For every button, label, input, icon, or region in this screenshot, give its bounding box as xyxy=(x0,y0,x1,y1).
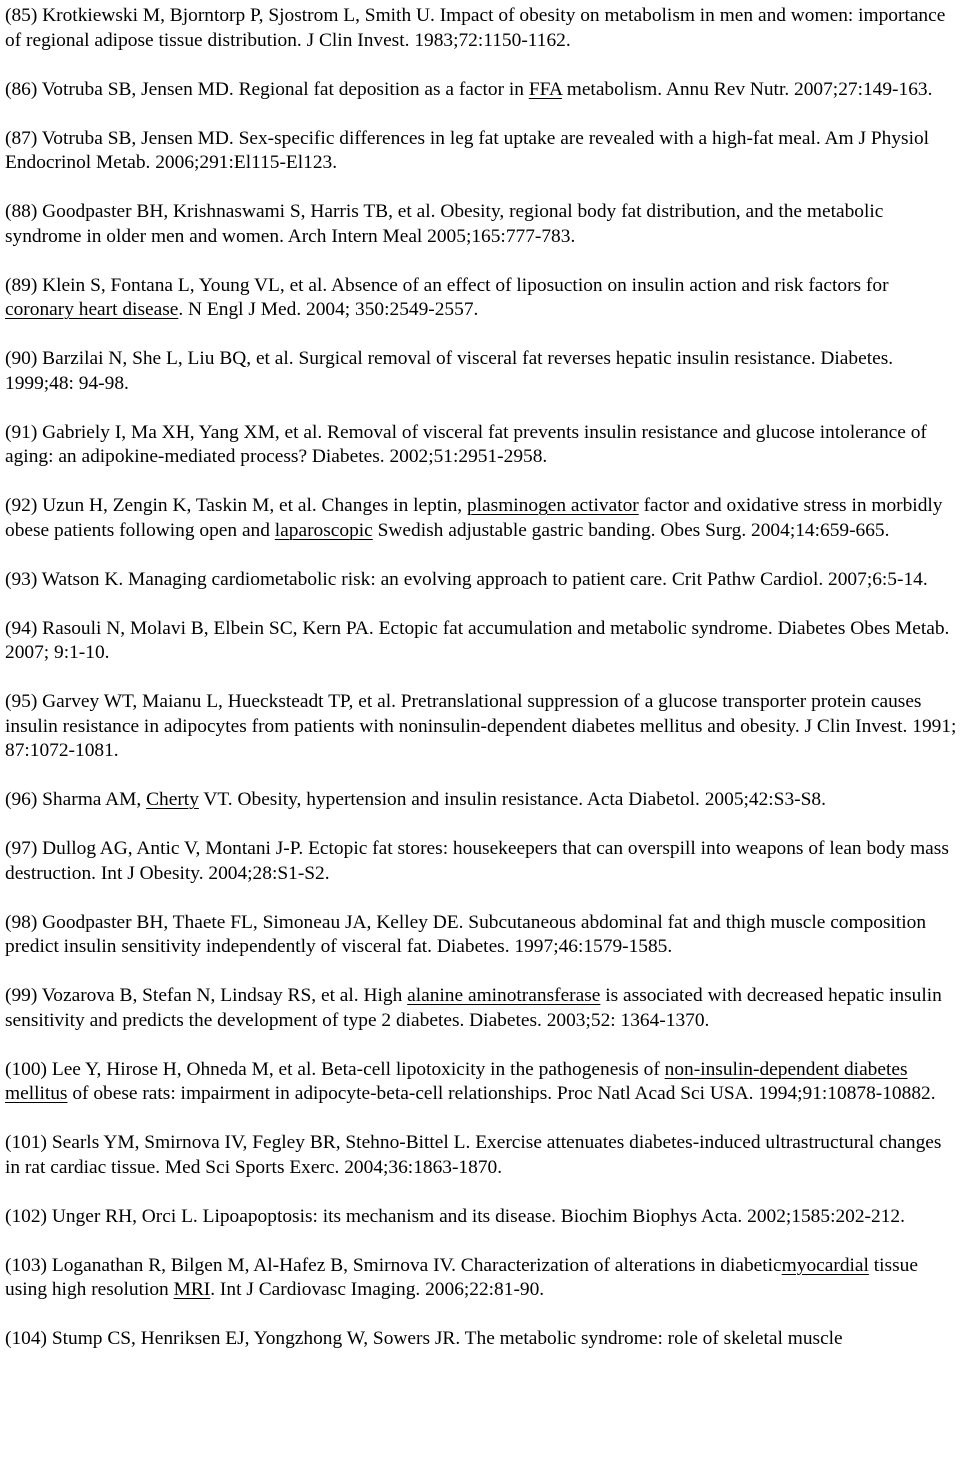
reference-term-link[interactable]: coronary heart disease xyxy=(5,299,179,320)
reference-text: (101) Searls YM, Smirnova IV, Fegley BR, Stehno-Bittel L. Exercise attenuates diabetes-induced ultrastructural changes in rat cardiac tissue. Med Sci Sports Exerc. 2004;36:1863-1870. xyxy=(5,1132,942,1178)
reference-list xyxy=(5,4,960,1352)
reference-entry xyxy=(5,1327,960,1352)
reference-entry xyxy=(5,984,960,1033)
reference-text: is associated with decreased hepatic insulin sensitivity and predicts the development of type 2 diabetes. Diabetes. 2003;52: 1364-1370. xyxy=(5,985,942,1031)
reference-entry xyxy=(5,1131,960,1180)
reference-entry xyxy=(5,421,960,470)
reference-term-link[interactable]: non-insulin-dependent diabetes mellitus xyxy=(5,1058,908,1104)
reference-text: metabolism. Annu Rev Nutr. 2007;27:149-163. xyxy=(561,78,933,100)
reference-text: tissue using high resolution xyxy=(5,1254,918,1300)
reference-text: Swedish adjustable gastric banding. Obes Surg. 2004;14:659-665. xyxy=(372,519,890,541)
reference-entry xyxy=(5,274,960,323)
reference-text: (95) Garvey WT, Maianu L, Huecksteadt TP, et al. Pretranslational suppression of a glucose transporter protein causes insulin resistance in adipocytes from patients with noninsulin-dependent diabetes mellitus and obesity. J Clin Invest. 1991; 87:1072-1081. xyxy=(5,691,957,761)
reference-text: (91) Gabriely I, Ma XH, Yang XM, et al. Removal of visceral fat prevents insulin resistance and glucose intolerance of aging: an adipokine-mediated process? Diabetes. 2002;51:2951-2958. xyxy=(5,421,927,467)
reference-text: (103) Loganathan R, Bilgen M, Al-Hafez B, Smirnova IV. Characterization of alterations in diabetic xyxy=(5,1254,782,1276)
reference-term-link[interactable]: MRI xyxy=(173,1279,211,1300)
reference-entry xyxy=(5,690,960,764)
reference-term-link[interactable]: laparoscopic xyxy=(274,519,373,541)
reference-text: factor and oxidative stress in morbidly obese patients following open and xyxy=(5,495,943,541)
reference-text: (87) Votruba SB, Jensen MD. Sex-specific differences in leg fat uptake are revealed with a high-fat meal. Am J Physiol Endocrinol Metab. 2006;291:El115-El123. xyxy=(5,127,930,173)
reference-text: (97) Dullog AG, Antic V, Montani J-P. Ectopic fat stores: housekeepers that can overspill into weapons of lean body mass destruction. Int J Obesity. 2004;28:S1-S2. xyxy=(5,838,949,884)
reference-term-link[interactable]: plasminogen activator xyxy=(466,495,639,516)
reference-entry xyxy=(5,837,960,886)
reference-text: (88) Goodpaster BH, Krishnaswami S, Harris TB, et al. Obesity, regional body fat distribution, and the metabolic syndrome in older men and women. Arch Intern Meal 2005;165:777-783. xyxy=(5,201,884,247)
reference-entry xyxy=(5,1254,960,1303)
reference-term-link[interactable]: Cherty xyxy=(146,789,199,810)
reference-text: (89) Klein S, Fontana L, Young VL, et al. Absence of an effect of liposuction on insulin action and risk factors for xyxy=(5,274,889,296)
reference-entry xyxy=(5,78,960,103)
reference-text: VT. Obesity, hypertension and insulin resistance. Acta Diabetol. 2005;42:S3-S8. xyxy=(198,789,826,810)
reference-entry xyxy=(5,127,960,176)
reference-term-link[interactable]: FFA xyxy=(528,78,562,100)
reference-entry xyxy=(5,347,960,396)
reference-text: (99) Vozarova B, Stefan N, Lindsay RS, et al. High xyxy=(5,985,408,1006)
reference-text: (86) Votruba SB, Jensen MD. Regional fat deposition as a factor in xyxy=(5,78,529,100)
reference-entry xyxy=(5,4,960,53)
reference-entry xyxy=(5,494,960,543)
reference-entry xyxy=(5,1058,960,1107)
reference-entry xyxy=(5,200,960,249)
reference-text: (93) Watson K. Managing cardiometabolic risk: an evolving approach to patient care. Crit Pathw Cardiol. 2007;6:5-14. xyxy=(5,568,928,590)
reference-entry xyxy=(5,568,960,593)
reference-text: . N Engl J Med. 2004; 350:2549-2557. xyxy=(178,299,479,320)
reference-text: (104) Stump CS, Henriksen EJ, Yongzhong W, Sowers JR. The metabolic syndrome: role of skeletal muscle xyxy=(5,1328,843,1349)
reference-text: (102) Unger RH, Orci L. Lipoapoptosis: its mechanism and its disease. Biochim Biophys Acta. 2002;1585:202-212. xyxy=(5,1205,905,1227)
reference-text: (85) Krotkiewski M, Bjorntorp P, Sjostrom L, Smith U. Impact of obesity on metabolism in men and women: importance of regional adipose tissue distribution. J Clin Invest. 1983;72:1150-1162. xyxy=(5,5,946,51)
reference-text: (100) Lee Y, Hirose H, Ohneda M, et al. Beta-cell lipotoxicity in the pathogenesis of xyxy=(5,1058,665,1080)
reference-text: (96) Sharma AM, xyxy=(5,789,147,810)
reference-term-link[interactable]: myocardial xyxy=(781,1254,869,1276)
reference-entry xyxy=(5,788,960,813)
reference-entry xyxy=(5,1205,960,1230)
reference-text: (90) Barzilai N, She L, Liu BQ, et al. Surgical removal of visceral fat reverses hepatic insulin resistance. Diabetes. 1999;48: 94-98. xyxy=(5,348,894,394)
reference-term-link[interactable]: alanine aminotransferase xyxy=(407,985,601,1006)
reference-text: . Int J Cardiovasc Imaging. 2006;22:81-90. xyxy=(210,1279,545,1300)
reference-entry xyxy=(5,617,960,666)
reference-text: (98) Goodpaster BH, Thaete FL, Simoneau JA, Kelley DE. Subcutaneous abdominal fat and thigh muscle composition predict insulin sensitivity independently of visceral fat. Diabetes. 1997;46:1579-1585. xyxy=(5,911,927,957)
reference-text: (92) Uzun H, Zengin K, Taskin M, et al. Changes in leptin, xyxy=(5,495,467,516)
reference-text: of obese rats: impairment in adipocyte-beta-cell relationships. Proc Natl Acad Sci USA. 1994;91:10878-10882. xyxy=(67,1083,936,1104)
reference-entry xyxy=(5,911,960,960)
reference-text: (94) Rasouli N, Molavi B, Elbein SC, Kern PA. Ectopic fat accumulation and metabolic syndrome. Diabetes Obes Metab. 2007; 9:1-10. xyxy=(5,617,950,663)
